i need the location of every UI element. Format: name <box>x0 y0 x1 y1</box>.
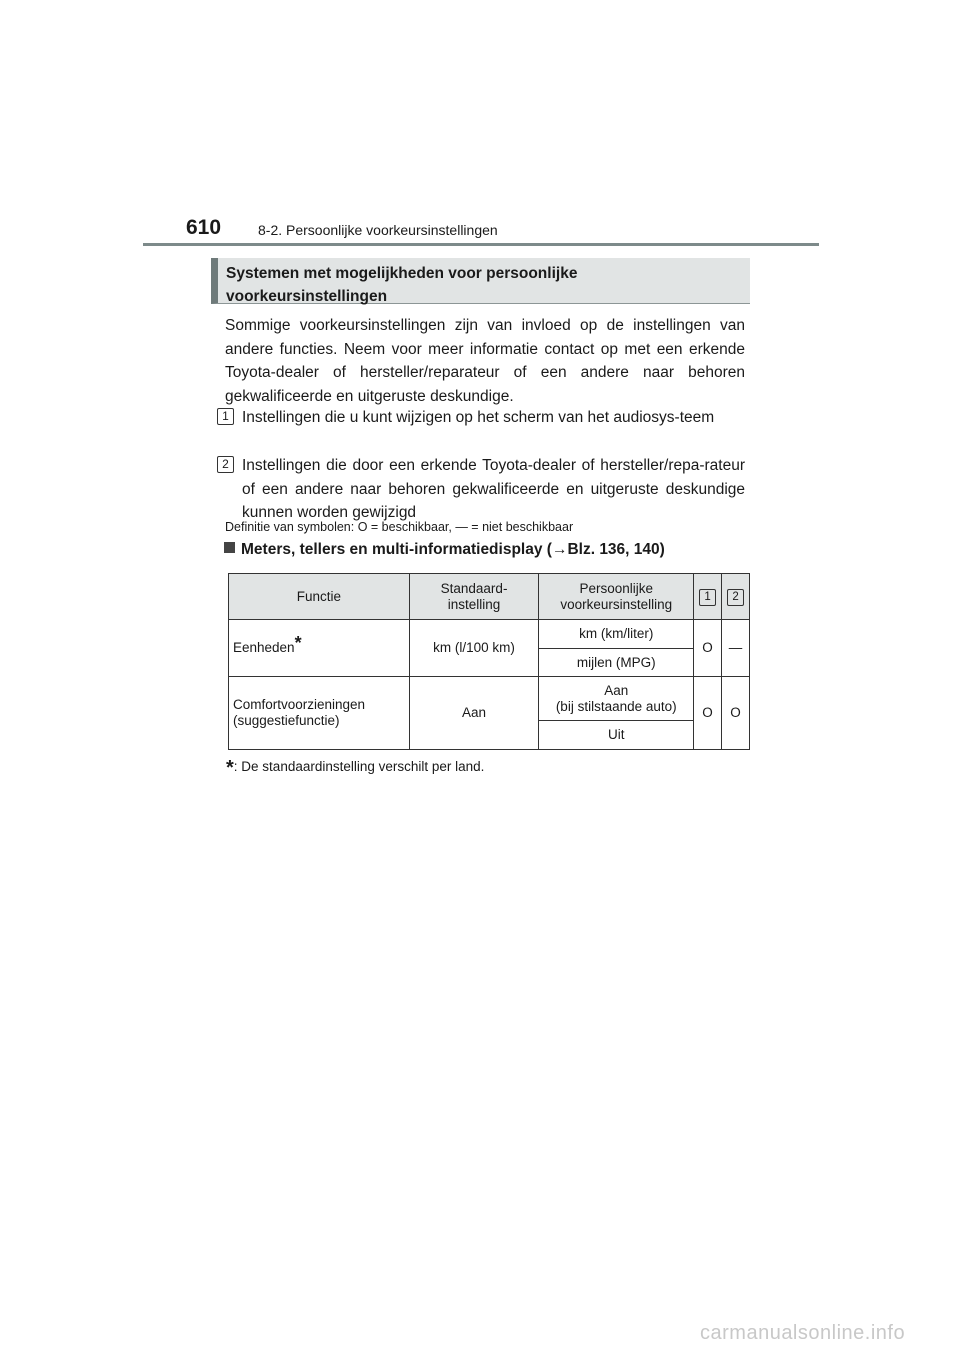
option-line1: Aan <box>604 682 629 698</box>
list-item-text: Instellingen die u kunt wijzigen op het scherm van het audiosys-teem <box>242 409 715 426</box>
function-label: Eenheden <box>233 640 295 655</box>
footnote-marker: * <box>294 633 302 653</box>
number-badge-2: 2 <box>727 589 744 606</box>
cell-option: Uit <box>539 721 694 750</box>
function-label-line2: (suggestiefunctie) <box>233 713 340 728</box>
header-divider <box>143 243 819 246</box>
number-badge-1: 1 <box>217 408 234 425</box>
header-col-1 <box>694 574 722 620</box>
cell-col1: O <box>694 620 722 677</box>
header-persoonlijk-line2: voorkeursinstelling <box>560 596 673 612</box>
watermark: carmanualsonline.info <box>700 1322 906 1344</box>
cell-function <box>229 620 410 677</box>
subsection-heading <box>224 541 665 559</box>
cell-option: mijlen (MPG) <box>539 649 694 677</box>
symbol-legend: Definitie van symbolen: O = beschikbaar, — = niet beschikbaar <box>225 520 574 534</box>
list-item-1 <box>217 406 745 430</box>
cell-col2: O <box>722 677 750 750</box>
list-item-2 <box>217 454 745 525</box>
number-badge-2: 2 <box>217 456 234 473</box>
cell-default: Aan <box>409 677 539 750</box>
table-row <box>229 677 750 721</box>
section-title-line1: Systemen met mogelijkheden voor persoonlijke <box>226 265 578 282</box>
intro-paragraph: Sommige voorkeursinstellingen zijn van invloed op de instellingen van andere functies. Neem voor meer informatie contact op met een erkende Toyota-dealer of hersteller/reparateur of een andere naar behoren gekwalificeerde en uitgeruste deskundige. <box>225 317 745 405</box>
table-header-row <box>229 574 750 620</box>
number-badge-1: 1 <box>699 589 716 606</box>
footnote-text: : De standaardinstelling verschilt per land. <box>233 759 485 774</box>
header-functie: Functie <box>229 574 410 620</box>
cell-function <box>229 677 410 750</box>
header-col-2 <box>722 574 750 620</box>
subsection-heading-text: Meters, tellers en multi-informatiedisplay ( <box>241 541 552 558</box>
header-standaard-line2: instelling <box>447 596 501 612</box>
section-title-line2: voorkeursinstellingen <box>226 288 388 305</box>
header-persoonlijk <box>539 574 694 620</box>
cell-option <box>539 677 694 721</box>
footnote <box>226 757 484 780</box>
table-row <box>229 620 750 649</box>
page-reference-link[interactable]: Blz. 136, 140) <box>567 541 665 558</box>
footnote-marker: * <box>226 757 234 779</box>
cell-option: km (km/liter) <box>539 620 694 649</box>
header-persoonlijk-line1: Persoonlijke <box>579 580 653 596</box>
list-item-text: Instellingen die door een erkende Toyota-dealer of hersteller/repa-rateur of een andere naar behoren gekwalificeerde en uitgeruste deskundige kunnen worden gewijzigd <box>242 457 745 521</box>
cell-col2: — <box>722 620 750 677</box>
cell-col1: O <box>694 677 722 750</box>
header-standaard-line1: Standaard- <box>440 580 508 596</box>
square-bullet-icon <box>224 542 235 553</box>
arrow-right-icon: → <box>551 541 568 558</box>
page-number: 610 <box>186 216 222 239</box>
section-title-box <box>211 258 750 304</box>
settings-table <box>228 573 750 750</box>
section-path: 8-2. Persoonlijke voorkeursinstellingen <box>258 222 498 238</box>
function-label-line1: Comfortvoorzieningen <box>233 697 366 712</box>
header-standaard <box>409 574 539 620</box>
option-line2: (bij stilstaande auto) <box>555 698 677 714</box>
cell-default: km (l/100 km) <box>409 620 539 677</box>
